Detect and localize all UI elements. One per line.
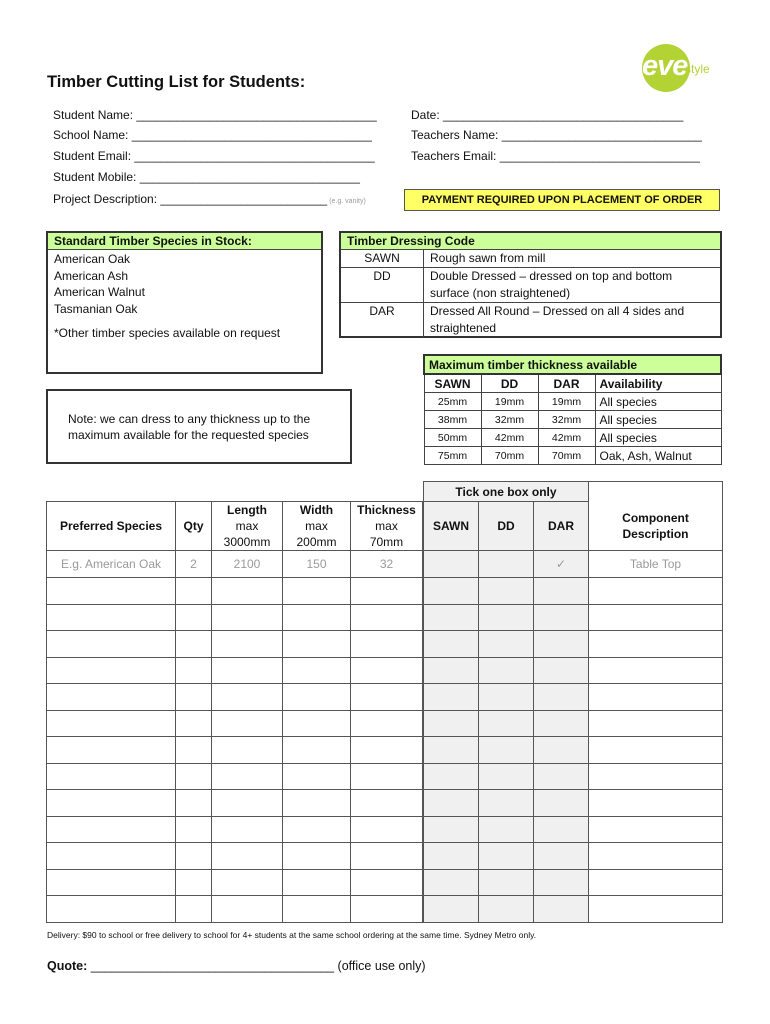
date-field[interactable]: Date: ____________________________________ xyxy=(411,108,684,122)
project-hint: (e.g. vanity) xyxy=(329,198,366,205)
cell-length[interactable] xyxy=(212,763,283,790)
cell-sawn[interactable] xyxy=(424,604,479,631)
cell-species[interactable] xyxy=(47,869,176,896)
example-length: 2100 xyxy=(212,551,283,578)
cell-species[interactable] xyxy=(47,896,176,923)
quote-line[interactable] xyxy=(47,959,426,973)
max-cell: 32mm xyxy=(538,411,595,429)
col-length-max: max xyxy=(235,519,259,533)
cell-dar[interactable] xyxy=(534,578,589,605)
tick-heading: Tick one box only xyxy=(424,482,589,502)
max-col-availability: Availability xyxy=(595,374,721,393)
cell-qty[interactable] xyxy=(176,631,212,658)
col-dar: DAR xyxy=(534,502,589,551)
cell-thickness[interactable] xyxy=(351,737,423,764)
cell-width[interactable] xyxy=(283,578,351,605)
cell-component[interactable] xyxy=(589,737,723,764)
cell-length[interactable] xyxy=(212,710,283,737)
table-row xyxy=(47,843,723,870)
cell-component[interactable] xyxy=(589,604,723,631)
cell-dd[interactable] xyxy=(479,657,534,684)
cell-length[interactable] xyxy=(212,869,283,896)
cell-thickness[interactable] xyxy=(351,578,423,605)
cell-length[interactable] xyxy=(212,896,283,923)
cell-qty[interactable] xyxy=(176,604,212,631)
species-box xyxy=(46,231,323,374)
cell-qty[interactable] xyxy=(176,816,212,843)
cell-width[interactable] xyxy=(283,790,351,817)
cell-qty[interactable] xyxy=(176,578,212,605)
cell-width[interactable] xyxy=(283,843,351,870)
cell-component[interactable] xyxy=(589,710,723,737)
cell-dd[interactable] xyxy=(479,710,534,737)
cell-sawn[interactable] xyxy=(424,843,479,870)
max-cell: All species xyxy=(595,393,721,411)
cell-dd[interactable] xyxy=(479,631,534,658)
table-row xyxy=(47,816,723,843)
cell-dar[interactable] xyxy=(534,816,589,843)
teachers-email-field[interactable]: Teachers Email: ______________________________ xyxy=(411,149,700,163)
cell-dd[interactable] xyxy=(479,763,534,790)
cell-thickness[interactable] xyxy=(351,843,423,870)
cell-sawn[interactable] xyxy=(424,631,479,658)
cell-thickness[interactable] xyxy=(351,684,423,711)
cell-length[interactable] xyxy=(212,578,283,605)
school-name-field[interactable]: School Name: ____________________________________ xyxy=(53,128,372,142)
cell-sawn[interactable] xyxy=(424,657,479,684)
cell-qty[interactable] xyxy=(176,710,212,737)
max-col-sawn: SAWN xyxy=(424,374,481,393)
cell-width[interactable] xyxy=(283,604,351,631)
cell-dar[interactable] xyxy=(534,737,589,764)
cell-sawn[interactable] xyxy=(424,737,479,764)
max-thickness-heading: Maximum timber thickness available xyxy=(424,355,721,374)
cell-length[interactable] xyxy=(212,604,283,631)
table-row xyxy=(47,763,723,790)
cell-width[interactable] xyxy=(283,869,351,896)
dressing-code-box xyxy=(339,231,722,338)
max-cell: 25mm xyxy=(424,393,481,411)
cell-dar[interactable] xyxy=(534,869,589,896)
max-cell: 42mm xyxy=(481,429,538,447)
example-row xyxy=(47,551,723,578)
cell-species[interactable] xyxy=(47,604,176,631)
cell-dd[interactable] xyxy=(479,843,534,870)
cell-width[interactable] xyxy=(283,896,351,923)
cell-dar[interactable] xyxy=(534,843,589,870)
table-row xyxy=(47,604,723,631)
dressing-desc: Double Dressed – dressed on top and bottom surface (non straightened) xyxy=(424,268,721,303)
cell-dar[interactable] xyxy=(534,790,589,817)
table-row xyxy=(47,710,723,737)
species-item: American Walnut xyxy=(54,285,145,299)
example-species: E.g. American Oak xyxy=(47,551,176,578)
cell-length[interactable] xyxy=(212,737,283,764)
cell-dd[interactable] xyxy=(479,896,534,923)
table-row xyxy=(47,790,723,817)
cell-length[interactable] xyxy=(212,816,283,843)
cell-thickness[interactable] xyxy=(351,604,423,631)
col-thickness xyxy=(351,502,423,551)
cell-component[interactable] xyxy=(589,684,723,711)
dressing-desc: Dressed All Round – Dressed on all 4 sides and straightened xyxy=(424,303,721,338)
cell-dd[interactable] xyxy=(479,578,534,605)
dressing-code: DD xyxy=(341,268,424,303)
max-col-dd: DD xyxy=(481,374,538,393)
page-title: Timber Cutting List for Students: xyxy=(47,73,306,91)
max-cell: 75mm xyxy=(424,447,481,465)
cell-species[interactable] xyxy=(47,631,176,658)
cell-width[interactable] xyxy=(283,816,351,843)
col-thickness-label: Thickness xyxy=(357,503,416,517)
cell-length[interactable] xyxy=(212,790,283,817)
cell-dar[interactable] xyxy=(534,631,589,658)
cell-qty[interactable] xyxy=(176,896,212,923)
cell-species[interactable] xyxy=(47,790,176,817)
cell-thickness[interactable] xyxy=(351,710,423,737)
dressing-table xyxy=(341,249,720,337)
quote-suffix: (office use only) xyxy=(334,959,426,973)
species-heading: Standard Timber Species in Stock: xyxy=(48,233,321,250)
table-row xyxy=(47,896,723,923)
table-row xyxy=(47,578,723,605)
cell-dar[interactable] xyxy=(534,896,589,923)
example-sawn xyxy=(424,551,479,578)
cell-component[interactable] xyxy=(589,869,723,896)
logo-brand: eve xyxy=(642,50,688,82)
table-row xyxy=(47,684,723,711)
cell-dd[interactable] xyxy=(479,604,534,631)
col-width-max: max xyxy=(305,519,328,533)
cell-thickness[interactable] xyxy=(351,869,423,896)
quote-label: Quote: xyxy=(47,959,88,973)
cell-sawn[interactable] xyxy=(424,710,479,737)
cell-thickness[interactable] xyxy=(351,896,423,923)
cell-dar[interactable] xyxy=(534,684,589,711)
cell-component[interactable] xyxy=(589,657,723,684)
cell-dd[interactable] xyxy=(479,869,534,896)
cell-thickness[interactable] xyxy=(351,763,423,790)
cell-dar[interactable] xyxy=(534,604,589,631)
col-dd: DD xyxy=(479,502,534,551)
cell-dar[interactable] xyxy=(534,763,589,790)
payment-notice: PAYMENT REQUIRED UPON PLACEMENT OF ORDER xyxy=(404,189,720,211)
max-cell: 19mm xyxy=(481,393,538,411)
cell-width[interactable] xyxy=(283,684,351,711)
student-email-field[interactable]: Student Email: ____________________________________ xyxy=(53,149,375,163)
dressing-code: SAWN xyxy=(341,250,424,268)
delivery-note: Delivery: $90 to school or free delivery to school for 4+ students at the same school ordering at the same time. Sydney Metro only. xyxy=(47,930,537,940)
cell-component[interactable] xyxy=(589,578,723,605)
cell-component[interactable] xyxy=(589,896,723,923)
student-name-field[interactable]: Student Name: ____________________________________ xyxy=(53,108,377,122)
max-cell: 19mm xyxy=(538,393,595,411)
max-cell: 70mm xyxy=(481,447,538,465)
project-description-field[interactable] xyxy=(53,192,366,206)
cell-component[interactable] xyxy=(589,631,723,658)
cell-component[interactable] xyxy=(589,816,723,843)
cell-dar[interactable] xyxy=(534,657,589,684)
col-length-limit: 3000mm xyxy=(223,535,271,549)
cell-thickness[interactable] xyxy=(351,816,423,843)
max-cell: 50mm xyxy=(424,429,481,447)
example-thickness: 32 xyxy=(351,551,423,578)
max-cell: 32mm xyxy=(481,411,538,429)
cell-species[interactable] xyxy=(47,684,176,711)
cell-thickness[interactable] xyxy=(351,790,423,817)
cell-thickness[interactable] xyxy=(351,631,423,658)
cell-component[interactable] xyxy=(589,763,723,790)
cell-dd[interactable] xyxy=(479,816,534,843)
cell-length[interactable] xyxy=(212,657,283,684)
cell-species[interactable] xyxy=(47,816,176,843)
max-cell: 42mm xyxy=(538,429,595,447)
max-cell: All species xyxy=(595,411,721,429)
table-row xyxy=(47,737,723,764)
cell-dd[interactable] xyxy=(479,684,534,711)
cell-sawn[interactable] xyxy=(424,790,479,817)
cell-qty[interactable] xyxy=(176,790,212,817)
col-length-label: Length xyxy=(227,503,267,517)
cell-sawn[interactable] xyxy=(424,763,479,790)
max-cell: All species xyxy=(595,429,721,447)
cell-species[interactable] xyxy=(47,843,176,870)
cell-sawn[interactable] xyxy=(424,816,479,843)
max-thickness-box xyxy=(423,354,722,465)
cell-width[interactable] xyxy=(283,737,351,764)
cell-thickness[interactable] xyxy=(351,657,423,684)
cell-length[interactable] xyxy=(212,631,283,658)
table-row xyxy=(47,631,723,658)
species-note: *Other timber species available on request xyxy=(54,326,281,340)
species-item: American Ash xyxy=(54,268,129,283)
note-box: Note: we can dress to any thickness up to the maximum available for the requested species xyxy=(46,389,352,464)
cell-qty[interactable] xyxy=(176,657,212,684)
cell-sawn[interactable] xyxy=(424,578,479,605)
species-item: American Oak xyxy=(54,252,131,266)
max-col-dar: DAR xyxy=(538,374,595,393)
cell-width[interactable] xyxy=(283,763,351,790)
dressing-desc: Rough sawn from mill xyxy=(424,250,721,268)
col-width xyxy=(283,502,351,551)
col-qty: Qty xyxy=(176,502,212,551)
cell-width[interactable] xyxy=(283,631,351,658)
cell-sawn[interactable] xyxy=(424,896,479,923)
cell-width[interactable] xyxy=(283,710,351,737)
cell-length[interactable] xyxy=(212,684,283,711)
col-length xyxy=(212,502,283,551)
cell-qty[interactable] xyxy=(176,684,212,711)
table-row xyxy=(47,657,723,684)
example-component: Table Top xyxy=(589,551,723,578)
logo-suffix: style xyxy=(685,62,710,76)
quote-underline: ___________________________________ xyxy=(87,959,335,973)
example-qty: 2 xyxy=(176,551,212,578)
cell-component[interactable] xyxy=(589,790,723,817)
cell-qty[interactable] xyxy=(176,737,212,764)
cell-species[interactable] xyxy=(47,737,176,764)
col-sawn: SAWN xyxy=(424,502,479,551)
dressing-heading: Timber Dressing Code xyxy=(341,233,720,250)
example-width: 150 xyxy=(283,551,351,578)
max-thickness-table xyxy=(423,354,722,465)
cell-qty[interactable] xyxy=(176,869,212,896)
col-width-limit: 200mm xyxy=(296,535,337,549)
max-cell: 70mm xyxy=(538,447,595,465)
cell-sawn[interactable] xyxy=(424,869,479,896)
cell-dd[interactable] xyxy=(479,790,534,817)
dressing-code: DAR xyxy=(341,303,424,338)
cell-dar[interactable] xyxy=(534,710,589,737)
cell-sawn[interactable] xyxy=(424,684,479,711)
species-item: Tasmanian Oak xyxy=(54,301,138,316)
cell-species[interactable] xyxy=(47,763,176,790)
check-icon: ✓ xyxy=(534,551,589,578)
table-row xyxy=(47,869,723,896)
col-component: Component Description xyxy=(589,502,723,551)
project-description-label: Project Description: _________________________ xyxy=(53,192,328,206)
cell-length[interactable] xyxy=(212,843,283,870)
col-species: Preferred Species xyxy=(47,502,176,551)
cell-species[interactable] xyxy=(47,657,176,684)
cell-component[interactable] xyxy=(589,843,723,870)
cell-species[interactable] xyxy=(47,578,176,605)
teachers-name-field[interactable]: Teachers Name: ______________________________ xyxy=(411,128,702,142)
order-table xyxy=(46,481,723,923)
col-width-label: Width xyxy=(299,503,334,517)
cell-species[interactable] xyxy=(47,710,176,737)
cell-qty[interactable] xyxy=(176,763,212,790)
cell-qty[interactable] xyxy=(176,843,212,870)
cell-width[interactable] xyxy=(283,657,351,684)
max-cell: 38mm xyxy=(424,411,481,429)
cell-dd[interactable] xyxy=(479,737,534,764)
col-thickness-max: max xyxy=(375,519,398,533)
student-mobile-field[interactable]: Student Mobile: _________________________________ xyxy=(53,170,360,184)
max-cell: Oak, Ash, Walnut xyxy=(595,447,721,465)
col-thickness-limit: 70mm xyxy=(369,535,404,549)
example-dd xyxy=(479,551,534,578)
